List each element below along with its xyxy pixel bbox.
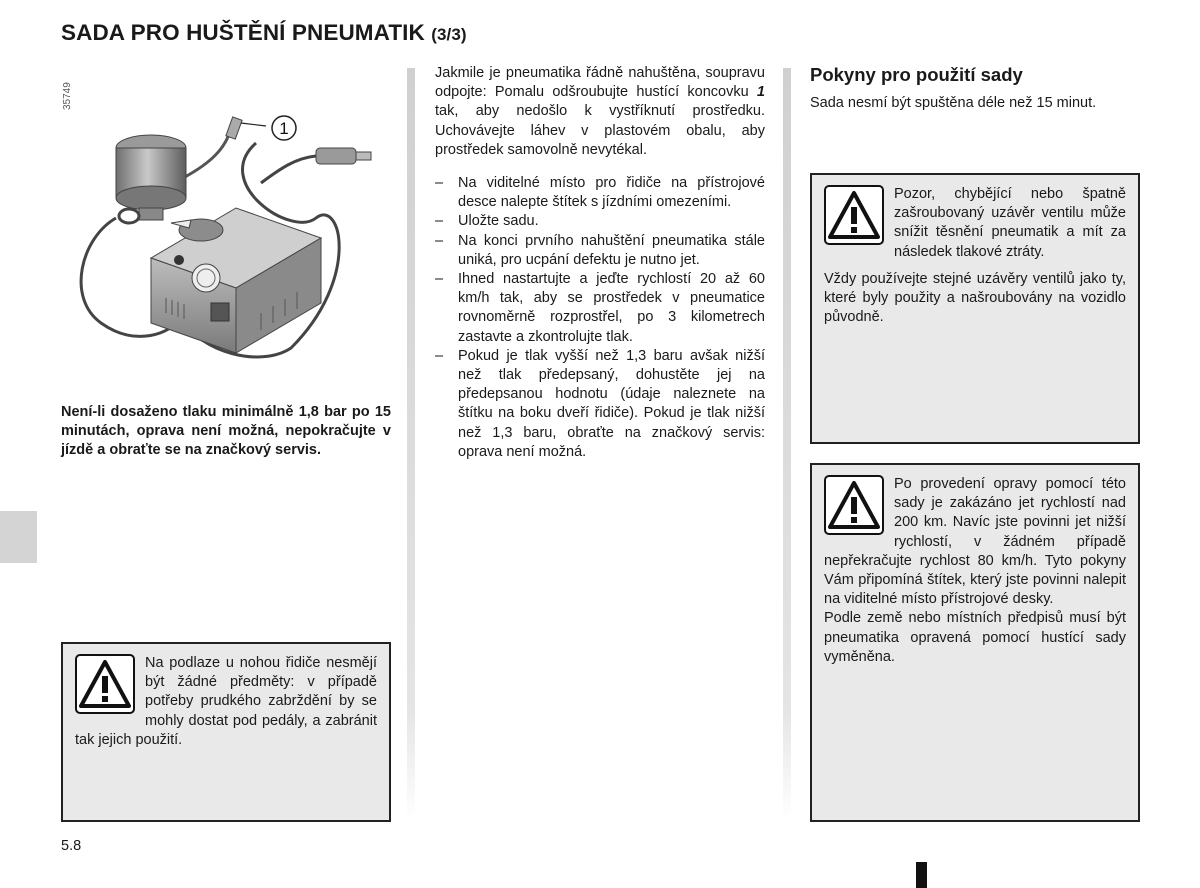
page-title — [61, 20, 467, 46]
disconnect-instructions: Jakmile je pneumatika řádně nahuštěna, soupravu odpojte: Pomalu odšroubujte hustící koncovku 1 tak, aby nedošlo k vystříknutí prostředku. Uchovávejte láhev v plastovém obalu, aby prostředek samovolně nevytékal. — [435, 65, 765, 158]
warning-triangle-icon — [824, 475, 884, 535]
inflation-kit-illustration — [61, 68, 391, 368]
list-item: – Pokud je tlak vyšší než 1,3 baru avšak nižší než tlak předepsaný, dohustěte jej na předepsanou hodnotu (údaje naleznete na štítku na boku dveří řidiče). Pokud je tlak nižší než 1,3 baru, obraťte na značkový servis: oprava není možná. — [435, 347, 765, 462]
warning-speed-text-2: Podle země nebo místních předpisů musí být pneumatika opravená pomocí hustící sady vyměněna. — [824, 610, 1126, 665]
warning-valve-text-1: Pozor, chybějící nebo špatně zašroubovaný uzávěr ventilu může snížit těsnění pneumatik a mít za následek tlakové ztráty. — [894, 186, 1126, 260]
callout-1: 1 — [279, 119, 289, 138]
figure-id: 35749 — [62, 82, 73, 110]
warning-valve-text-2: Vždy používejte stejné uzávěry ventilů jako ty, které byly použity a našroubovány na vozidlo původně. — [824, 270, 1126, 326]
warning-triangle-icon — [824, 185, 884, 245]
warning-box-valve — [810, 173, 1140, 444]
minimum-pressure-note: Není-li dosaženo tlaku minimálně 1,8 bar po 15 minutách, oprava není možná, nepokračujte v jízdě a obraťte se na značkový servis. — [61, 404, 391, 458]
page-edge-mark — [916, 862, 927, 888]
usage-instructions-heading: Pokyny pro použití sady — [810, 64, 1023, 85]
column-divider-right — [783, 68, 791, 820]
list-item: – Ihned nastartujte a jeďte rychlostí 20 až 60 km/h tak, aby se prostředek v pneumatice rovnoměrně rozprostřel, po 3 kilometrech zastavte a zkontrolujte tlak. — [435, 270, 765, 347]
list-item: – Uložte sadu. — [435, 212, 765, 231]
list-item: – Na viditelné místo pro řidiče na přístrojové desce nalepte štítek s jízdními omezeními. — [435, 174, 765, 212]
column-divider-left — [407, 68, 415, 820]
page-title-main: SADA PRO HUŠTĚNÍ PNEUMATIK — [61, 20, 425, 45]
page-title-part: (3/3) — [431, 25, 467, 44]
warning-speed-text-1: Po provedení opravy pomocí této sady je zakázáno jet rychlostí nad 200 km. Navíc jste povinni jet nižší rychlostí, v žádném případě nepřekračujte rychlost 80 km/h. Tyto pokyny Vám připomíná štítek, který jste povinni nalepit na viditelné místo přístrojové desky. — [824, 476, 1126, 608]
section-tab-marker — [0, 511, 37, 563]
power-plug-icon — [261, 148, 371, 183]
usage-duration-note: Sada nesmí být spuštěna déle než 15 minut. — [810, 95, 1097, 111]
warning-box-speed — [810, 463, 1140, 822]
warning-triangle-icon — [75, 654, 135, 714]
steps-list — [435, 174, 765, 462]
list-item: – Na konci prvního nahuštění pneumatika stále uniká, pro ucpání defektu je nutno jet. — [435, 232, 765, 270]
warning-floor-text: Na podlaze u nohou řidiče nesmějí být žádné předměty: v případě potřeby prudkého zabrždění by se mohly dostat pod pedály, a zabránit tak jejich použití. — [75, 655, 377, 748]
middle-column — [435, 64, 765, 462]
page-number: 5.8 — [61, 838, 82, 854]
warning-box-floor — [61, 642, 391, 822]
